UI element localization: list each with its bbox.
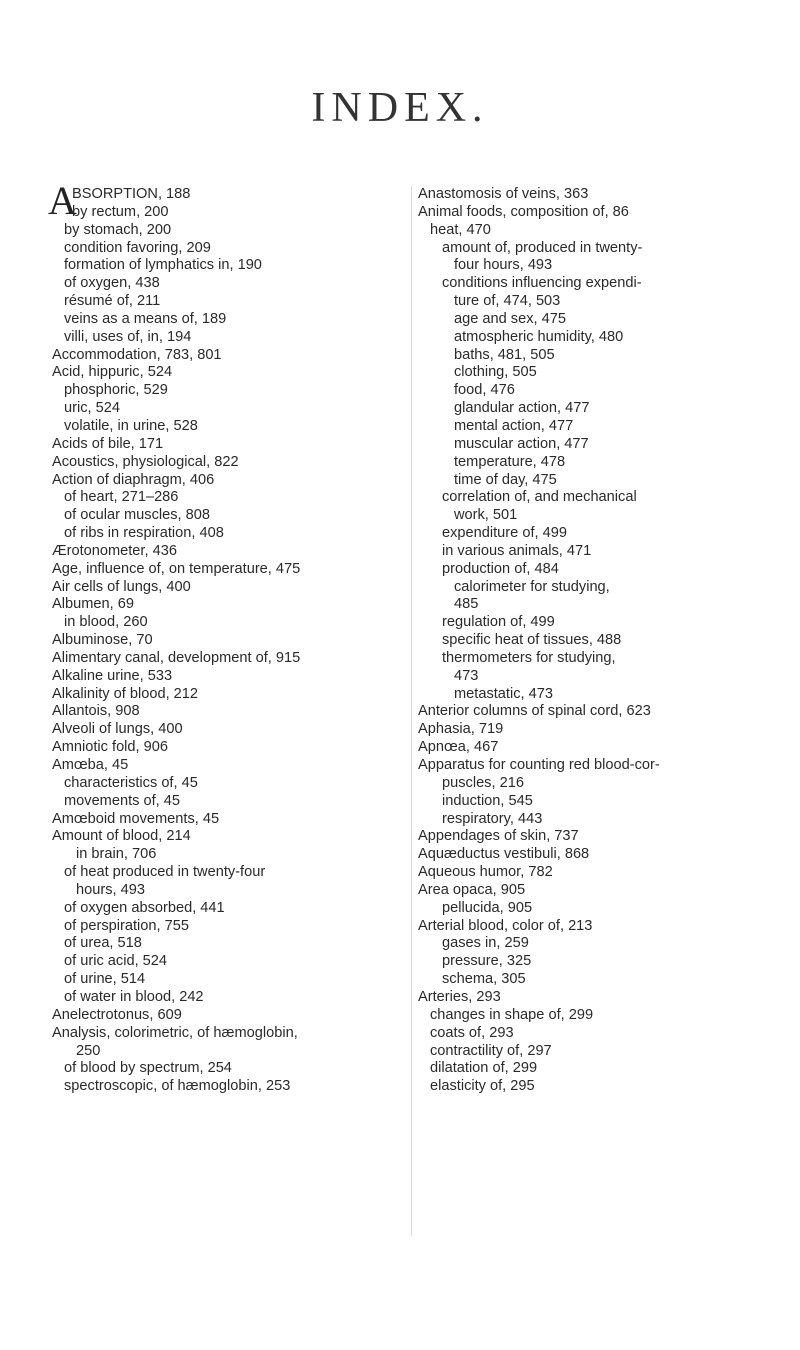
- index-entry: respiratory, 443: [442, 810, 543, 827]
- index-entry: Acoustics, physiological, 822: [52, 453, 239, 470]
- index-entry: movements of, 45: [64, 792, 180, 809]
- index-entry: gases in, 259: [442, 935, 529, 952]
- index-entry: Alkaline urine, 533: [52, 667, 173, 684]
- index-entry: Analysis, colorimetric, of hæmoglobin,: [52, 1024, 298, 1041]
- index-entry: time of day, 475: [454, 471, 557, 488]
- index-entry: formation of lymphatics in, 190: [64, 257, 262, 274]
- index-entry: correlation of, and mechanical: [442, 489, 637, 506]
- index-entry: Animal foods, composition of, 86: [418, 203, 629, 220]
- index-entry: Alimentary canal, development of, 915: [52, 649, 301, 666]
- index-entry: work, 501: [454, 507, 518, 524]
- index-entry: Area opaca, 905: [418, 881, 526, 898]
- index-entry: conditions influencing expendi-: [442, 275, 642, 292]
- index-entry: pressure, 325: [442, 953, 532, 970]
- index-entry: regulation of, 499: [442, 614, 555, 631]
- index-entry: of oxygen absorbed, 441: [64, 899, 225, 916]
- index-entry: veins as a means of, 189: [64, 310, 227, 327]
- index-entry: of heat produced in twenty-four: [64, 864, 266, 881]
- index-entry: contractility of, 297: [430, 1042, 552, 1059]
- index-entry: Aqueous humor, 782: [418, 864, 553, 881]
- index-entry: 485: [454, 596, 479, 613]
- index-entry: Arterial blood, color of, 213: [418, 917, 593, 934]
- index-entry: Aphasia, 719: [418, 721, 504, 738]
- index-entry: of ocular muscles, 808: [64, 507, 211, 524]
- index-entry: four hours, 493: [454, 257, 553, 274]
- index-entry: of ribs in respiration, 408: [64, 525, 224, 542]
- index-entry: Anterior columns of spinal cord, 623: [418, 703, 651, 720]
- index-entry: condition favoring, 209: [64, 239, 211, 256]
- index-entry-text: BSORPTION, 188: [72, 186, 191, 202]
- index-entry: in various animals, 471: [442, 542, 592, 559]
- index-column-right: [418, 186, 762, 1096]
- index-entry: Action of diaphragm, 406: [52, 471, 215, 488]
- index-entry: coats of, 293: [430, 1024, 514, 1041]
- index-entry: Amniotic fold, 906: [52, 739, 169, 756]
- index-column-left: [48, 178, 408, 1096]
- index-entry: in blood, 260: [64, 614, 148, 631]
- index-entry: dilatation of, 299: [430, 1060, 538, 1077]
- index-entry: Albuminose, 70: [52, 632, 153, 649]
- index-entry: food, 476: [454, 382, 515, 399]
- index-entry: amount of, produced in twenty-: [442, 239, 643, 256]
- index-entry: volatile, in urine, 528: [64, 417, 198, 434]
- index-entry: Amount of blood, 214: [52, 828, 191, 845]
- index-entry: age and sex, 475: [454, 310, 566, 327]
- index-entry: muscular action, 477: [454, 435, 589, 452]
- index-entry: of heart, 271–286: [64, 489, 179, 506]
- index-entry: of uric acid, 524: [64, 953, 168, 970]
- index-entry: metastatic, 473: [454, 685, 553, 702]
- index-entry: schema, 305: [442, 971, 526, 988]
- index-entry: puscles, 216: [442, 774, 524, 791]
- index-entry: production of, 484: [442, 560, 559, 577]
- index-entry: Arteries, 293: [418, 988, 501, 1005]
- index-entry: Amœba, 45: [52, 757, 129, 773]
- index-entry: Apnœa, 467: [418, 739, 499, 756]
- index-entry: uric, 524: [64, 400, 120, 417]
- index-entry: Acid, hippuric, 524: [52, 364, 173, 381]
- index-entry: thermometers for studying,: [442, 649, 616, 666]
- index-entry: of urine, 514: [64, 971, 146, 988]
- index-entry: in brain, 706: [76, 846, 157, 863]
- index-entry: Age, influence of, on temperature, 475: [52, 560, 301, 577]
- index-entry: induction, 545: [442, 792, 533, 809]
- index-entry: elasticity of, 295: [430, 1078, 535, 1095]
- index-entry: Anelectrotonus, 609: [52, 1006, 182, 1023]
- index-entry: Ærotonometer, 436: [52, 542, 177, 559]
- index-entry: Alkalinity of blood, 212: [52, 685, 199, 702]
- index-entry: ture of, 474, 503: [454, 293, 561, 310]
- index-entry: villi, uses of, in, 194: [64, 328, 192, 345]
- page-title: INDEX.: [311, 85, 489, 131]
- index-entry: mental action, 477: [454, 417, 574, 434]
- index-entry: glandular action, 477: [454, 400, 590, 417]
- index-entry: Aquæductus vestibuli, 868: [418, 846, 590, 863]
- index-entry: 473: [454, 667, 479, 684]
- index-entry: hours, 493: [76, 881, 145, 898]
- index-entry: specific heat of tissues, 488: [442, 632, 622, 649]
- index-entry: of perspiration, 755: [64, 917, 189, 934]
- index-entry: 250: [76, 1042, 101, 1059]
- index-entry: phosphoric, 529: [64, 382, 168, 399]
- index-entry: baths, 481, 505: [454, 346, 555, 363]
- index-entry: calorimeter for studying,: [454, 578, 610, 595]
- index-entry: changes in shape of, 299: [430, 1006, 594, 1023]
- index-entry: of blood by spectrum, 254: [64, 1060, 232, 1077]
- index-entry: characteristics of, 45: [64, 774, 198, 791]
- index-entry: Amœboid movements, 45: [52, 810, 220, 827]
- index-entry: spectroscopic, of hæmoglobin, 253: [64, 1078, 291, 1095]
- index-entry: Allantois, 908: [52, 703, 140, 720]
- index-entry: Albumen, 69: [52, 596, 134, 613]
- index-entry: clothing, 505: [454, 364, 537, 381]
- index-entry: Acids of bile, 171: [52, 435, 164, 452]
- index-entry: Apparatus for counting red blood-cor-: [418, 757, 660, 773]
- index-entry: Alveoli of lungs, 400: [52, 721, 183, 738]
- index-entry: by rectum, 200: [72, 203, 169, 220]
- column-divider: [411, 186, 412, 1236]
- index-entry: by stomach, 200: [64, 221, 172, 238]
- index-entry: temperature, 478: [454, 453, 566, 470]
- index-entry: atmospheric humidity, 480: [454, 328, 624, 345]
- index-entry: expenditure of, 499: [442, 525, 567, 542]
- index-entry: Anastomosis of veins, 363: [418, 186, 589, 202]
- index-entry: of oxygen, 438: [64, 275, 160, 292]
- index-entry: pellucida, 905: [442, 899, 533, 916]
- index-entry: heat, 470: [430, 221, 491, 238]
- index-entry: Appendages of skin, 737: [418, 828, 579, 845]
- index-entry: of urea, 518: [64, 935, 142, 952]
- index-entry: résumé of, 211: [64, 293, 161, 310]
- index-entry: Accommodation, 783, 801: [52, 346, 222, 363]
- index-entry: Air cells of lungs, 400: [52, 578, 191, 595]
- drop-cap: A: [48, 178, 77, 223]
- index-entry: of water in blood, 242: [64, 988, 204, 1005]
